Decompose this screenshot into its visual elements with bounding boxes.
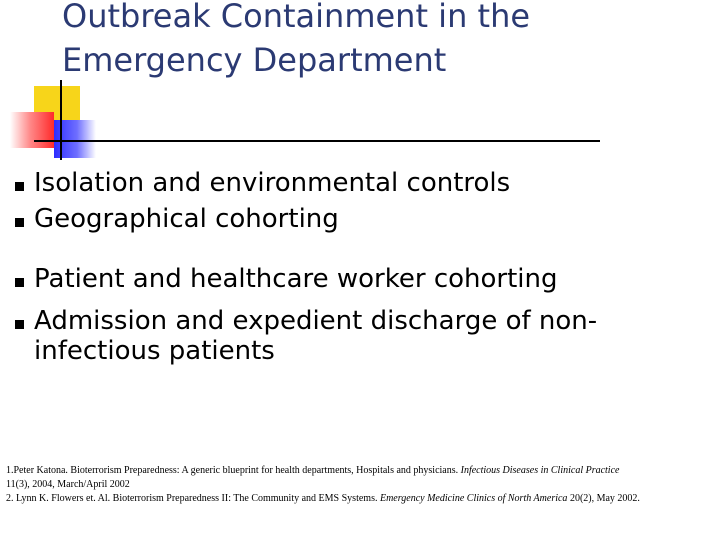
bullet-text-line-1: Admission and expedient discharge of non- bbox=[34, 306, 598, 336]
reference-2 bbox=[6, 492, 714, 506]
reference-1 bbox=[6, 464, 714, 492]
reference-2-journal: Emergency Medicine Clinics of North America bbox=[379, 493, 568, 504]
decorative-vertical-line bbox=[60, 80, 62, 160]
slide-title-line-2: Emergency Department bbox=[62, 41, 447, 79]
slide-title-line-1: Outbreak Containment in the bbox=[62, 0, 531, 35]
bullet-text: Geographical cohorting bbox=[34, 204, 339, 234]
reference-1-journal: Infectious Diseases in Clinical Practice bbox=[460, 465, 620, 476]
bullet-text: Patient and healthcare worker cohorting bbox=[34, 264, 558, 294]
slide-title bbox=[62, 0, 692, 82]
bullet-text bbox=[34, 306, 684, 366]
title-divider-line bbox=[34, 140, 600, 142]
reference-1-text: 1.Peter Katona. Bioterrorism Preparedness: A generic blueprint for health departments, Hospitals and physicians. bbox=[6, 465, 459, 476]
square-bullet-icon bbox=[15, 320, 24, 329]
square-bullet-icon bbox=[15, 278, 24, 287]
references bbox=[6, 464, 714, 506]
decorative-red-gradient-block bbox=[10, 112, 54, 148]
square-bullet-icon bbox=[15, 218, 24, 227]
square-bullet-icon bbox=[15, 182, 24, 191]
reference-1-volume: 11(3), 2004, March/April 2002 bbox=[6, 479, 130, 490]
bullet-text: Isolation and environmental controls bbox=[34, 168, 511, 198]
reference-2-text: 2. Lynn K. Flowers et. Al. Bioterrorism Preparedness II: The Community and EMS Systems. bbox=[6, 493, 378, 504]
bullet-text-line-2: infectious patients bbox=[34, 336, 275, 366]
reference-2-volume: 20(2), May 2002. bbox=[569, 493, 640, 504]
